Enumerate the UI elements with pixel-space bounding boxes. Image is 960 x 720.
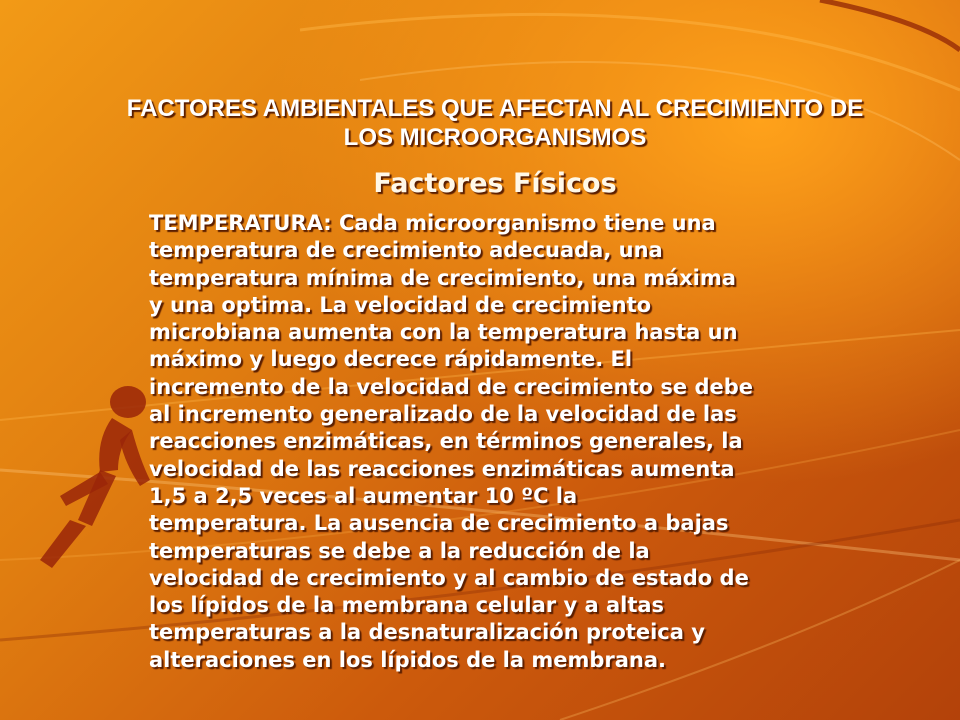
track-arc	[300, 14, 960, 90]
runner-silhouette	[40, 386, 150, 568]
slide-body	[149, 210, 849, 674]
slide-subtitle: Factores Físicos	[373, 168, 617, 199]
body-label: TEMPERATURA:	[149, 211, 332, 235]
body-text: Cada microorganismo tiene una temperatura de crecimiento adecuada, una temperatura mínima de crecimiento, una máxima y una optima. La velocidad de crecimiento microbiana aumenta con la temperatura hasta un máximo y luego decrece rápidamente. El incremento de la velocidad de crecimiento se debe al incremento generalizado de la velocidad de las reacciones enzimáticas, en términos generales, la velocidad de las reacciones enzimáticas aumenta 1,5 a 2,5 veces al aumentar 10 ºC la temperatura. La ausencia de crecimiento a bajas temperaturas se debe a la reducción de la velocidad de crecimiento y al cambio de estado de los lípidos de la membrana celular y a altas temperaturas a la desnaturalización proteica y alteraciones en los lípidos de la membrana.	[149, 211, 753, 672]
track-arc	[820, 0, 960, 50]
slide-title: FACTORES AMBIENTALES QUE AFECTAN AL CRECIMIENTO DE LOS MICROORGANISMOS	[126, 95, 864, 151]
